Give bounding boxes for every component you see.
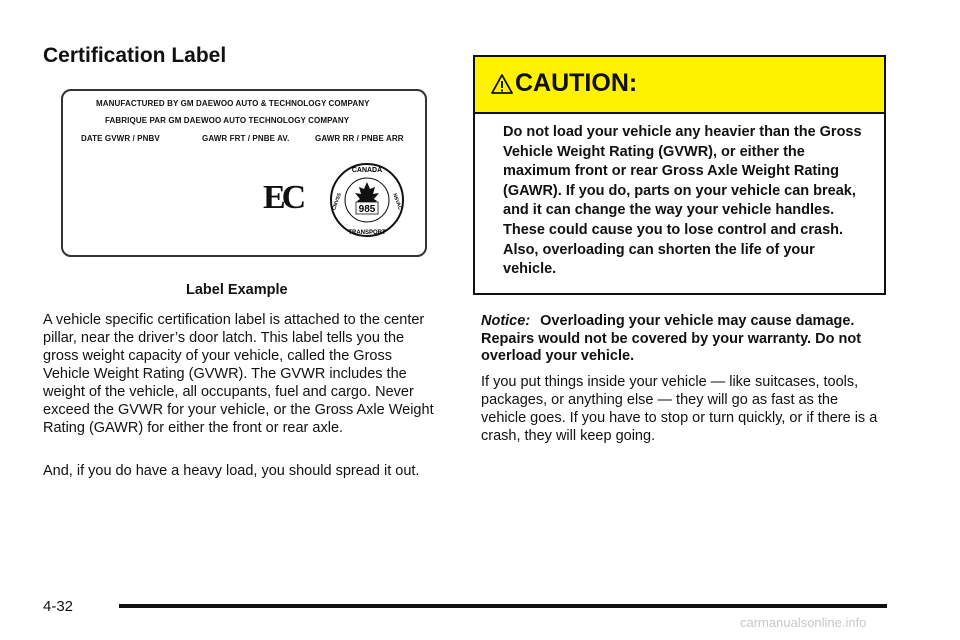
paragraph-spread-load: And, if you do have a heavy load, you should spread it out.	[43, 463, 420, 479]
label-date-gvwr: DATE GVWR / PNBV	[81, 134, 160, 143]
transport-canada-seal-icon	[329, 162, 405, 238]
caution-header	[475, 57, 884, 114]
caution-box	[473, 55, 886, 295]
caution-text: Do not load your vehicle any heavier than the Gross Vehicle Weight Rating (GVWR), or either the maximum front or rear Gross Axle Weight Rating (GAWR). If you do, parts on your vehicle can break, and it can change the way your vehicle handles. These could cause you to lose control and crash. Also, overloading can shorten the life of your vehicle.	[503, 124, 862, 278]
seal-right-text: NSVAC	[391, 192, 403, 211]
paragraph-loose-items: If you put things inside your vehicle — like suitcases, tools, packages, or anything else — they will go as fast as the vehicle goes. If you have to stop or turn quickly, or if there is a crash, they will keep going.	[481, 374, 878, 444]
warning-triangle-icon	[491, 73, 513, 95]
watermark: carmanualsonline.info	[740, 615, 867, 630]
label-fabrique-line: FABRIQUE PAR GM DAEWOO AUTO TECHNOLOGY COMPANY	[105, 116, 350, 125]
notice-label: Notice:	[481, 313, 531, 329]
label-gawr-rear: GAWR RR / PNBE ARR	[315, 134, 404, 143]
paragraph-certification: A vehicle specific certification label is attached to the center pillar, near the driver’s door latch. This label tells you the gross weight capacity of your vehicle, called the Gross Vehicle Weight Rating (GVWR). The GVWR includes the weight of the vehicle, all occupants, fuel and cargo. Never exceed the GVWR for your vehicle, or the Gross Axle Weight Rating (GAWR) for either the front or rear axle.	[43, 312, 434, 436]
caution-title: CAUTION:	[515, 69, 638, 97]
notice-paragraph	[481, 313, 881, 366]
seal-number: 985	[358, 204, 376, 215]
label-gawr-front: GAWR FRT / PNBE AV.	[202, 134, 290, 143]
seal-bottom-text: TRANSPORT	[348, 230, 386, 236]
notice-text: Overloading your vehicle may cause damage. Repairs would not be covered by your warranty. Do not overload your vehicle.	[481, 313, 862, 364]
ec-mark: EC	[263, 179, 303, 216]
seal-top-text: CANADA	[351, 167, 383, 174]
seal-left-text: CMVSS	[331, 192, 343, 212]
section-title: Certification Label	[43, 44, 227, 67]
footer-rule	[119, 604, 887, 608]
label-example-caption: Label Example	[186, 282, 288, 298]
page-number: 4-32	[43, 598, 74, 615]
label-manufacturer-line: MANUFACTURED BY GM DAEWOO AUTO & TECHNOLOGY COMPANY	[96, 99, 370, 108]
certification-label-example	[61, 89, 427, 257]
